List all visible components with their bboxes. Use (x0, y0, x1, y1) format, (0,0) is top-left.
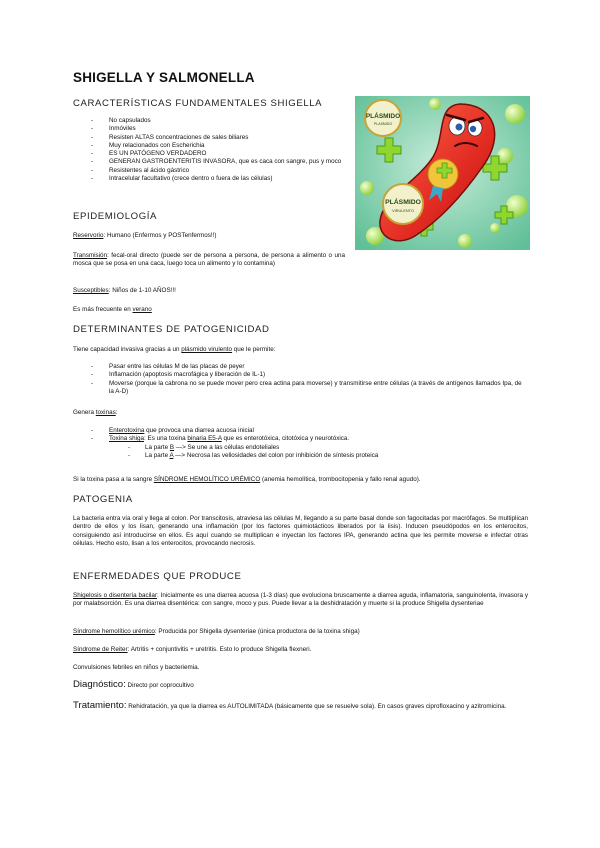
toxinas-post: : (115, 409, 118, 416)
list-item: - ES UN PATÓGENO VERDADERO (73, 150, 343, 158)
shiga-binaria: binaria E5-A (187, 435, 222, 443)
list-item: - Resistentes al ácido gástrico (73, 167, 343, 175)
list-item: - Inmóviles (73, 125, 343, 133)
diagnostico-text: Directo por coprocultivo (125, 682, 194, 689)
heading-enfermedades: ENFERMEDADES QUE PRODUCE (73, 571, 242, 582)
convulsiones-paragraph: Convulsiones febriles en niños y bacteriemia. (73, 664, 200, 671)
bubble (429, 98, 441, 110)
determinantes-list (73, 363, 528, 396)
list-item (73, 444, 528, 452)
sub-a-letter: A (169, 452, 174, 460)
hemolitico-text: : Producida por Shigella dysenteriae (única productora de la toxina shiga) (154, 628, 360, 635)
heading-determinantes: DETERMINANTES DE PATOGENICIDAD (73, 324, 270, 335)
list-item: - Pasar entre las células M de las placas de peyer (73, 363, 528, 371)
frecuente-word: verano (132, 306, 152, 313)
tratamiento-paragraph (73, 702, 528, 711)
enterotoxina-label: Enterotoxina (109, 427, 145, 434)
shiga-post: que es enterotóxica, citotóxica y neurotóxica. (221, 435, 350, 443)
list-item: - GENERAN GASTROENTERITIS INVASORA, que es caca con sangre, pus y moco (73, 158, 343, 166)
bubble (458, 234, 472, 248)
frecuente-paragraph (73, 306, 348, 314)
toxinas-list (73, 427, 528, 444)
list-item: - Moverse (porque la cabrona no se puede mover pero crea actina para moverse) y transmitirse entre células (a través de antígenos llamados Ipa, de la A-D) (73, 380, 528, 397)
toxinas-paragraph (73, 409, 117, 417)
plasmido-badge-bottom (383, 184, 423, 224)
list-item (73, 452, 528, 460)
reiter-text: : Artritis + conjuntivitis + uretritis. Esto lo produce Shigella flexneri. (127, 646, 312, 653)
toxinas-word: toxinas (95, 409, 116, 416)
bacteria-illustration (355, 96, 530, 250)
susceptibles-label: Susceptibles (73, 287, 109, 294)
sangre-paragraph (73, 476, 528, 484)
intro-link: plásmido virulento (181, 346, 233, 353)
list-item: - Intracelular facultativo (crece dentro o fuera de las células) (73, 175, 343, 183)
shigelosis-text: : Inicialmente es una diarrea acuosa (1-3 días) que evoluciona bruscamente a diarrea aguda, inflamatoria, sanguinolenta, invasora y por malabsorción. Es una diarrea disentérica: con sangre, moco y pus. Puede llevar a la deshidratación y muerte si la produce Shigella dysenteriae (73, 592, 529, 608)
tratamiento-label: Tratamiento: (73, 700, 127, 711)
list-item (73, 435, 528, 443)
frecuente-text: Es más frecuente en (73, 306, 133, 313)
list-item: - Muy relacionados con Escherichia (73, 142, 343, 150)
pupil (456, 124, 463, 131)
reservorio-paragraph (73, 232, 348, 240)
reservorio-label: Reservorio (73, 232, 104, 239)
badge-bottom-sub: VIRULENTO (392, 209, 414, 213)
diagnostico-paragraph (73, 681, 528, 690)
badge-top-label: PLÁSMIDO (365, 113, 401, 120)
transmision-text: : fecal-oral directo (puede ser de persona a persona, de persona a alimento o una mosca que se posa en una caca, luego toca un alimento y lo contamina) (73, 252, 345, 268)
susceptibles-paragraph (73, 287, 348, 295)
enterotoxina-text: que provoca una diarrea acuosa inicial (144, 427, 254, 434)
caracteristicas-list (73, 117, 343, 183)
determinantes-intro (73, 346, 528, 354)
bubble (505, 104, 525, 124)
patogenia-paragraph: La bacteria entra vía oral y llega al colon. Por transcitosis, atraviesa las células M, llegando a su parte basal donde son fagocitadas por macrófagos. Se multiplican dentro de ellos y los lisan, generando una inflamación (por los factores quimiotácticos liberados por la lisis). Inducen pseudópodos en los enterocitos, consiguiendo así introducirse en ellos. Es aquí cuando se multiplican e inyectan los factores IPA, generando actina que les permite moverse e infectar otras células. Hecho esto, lisan a los enterocitos, provocando necrosis. (73, 515, 528, 547)
shigelosis-label: Shigelosis o disentería bacilar (73, 592, 158, 599)
sub-b-pre: La parte (145, 444, 170, 451)
sangre-pre: Si la toxina pasa a la sangre (73, 476, 154, 483)
list-item (73, 427, 528, 435)
reiter-label: Síndrome de Reiter (73, 646, 128, 653)
shiga-mid: : Es una toxina (144, 435, 188, 443)
heading-epidemiologia: EPIDEMIOLOGÍA (73, 211, 158, 222)
bacteria-illustration-svg (355, 96, 530, 250)
page-title: SHIGELLA Y SALMONELLA (73, 70, 255, 85)
diagnostico-label: Diagnóstico: (73, 679, 126, 690)
reservorio-text: : Humano (Enfermos y POSTenfermos!!) (103, 232, 217, 239)
heading-patogenia: PATOGENIA (73, 494, 133, 505)
shiga-label: Toxina shiga (109, 435, 145, 443)
shiga-sublist (73, 444, 528, 461)
intro-pre: Tiene capacidad invasiva gracias a un (73, 346, 182, 353)
tratamiento-text: Rehidratación, ya que la diarrea es AUTOLIMITADA (básicamente que se resuelve sola). En casos graves ciprofloxacino y azitromicina. (126, 703, 507, 710)
heading-caracteristicas: CARACTERÍSTICAS FUNDAMENTALES SHIGELLA (73, 98, 323, 109)
hemolitico-paragraph (73, 628, 528, 636)
susceptibles-text: : Niños de 1-10 AÑOS!!! (108, 287, 176, 294)
reiter-paragraph (73, 646, 528, 654)
list-item: - Inflamación (apoptosis macrofágica y liberación de IL-1) (73, 371, 528, 379)
transmision-label: Transmisión (73, 252, 108, 259)
transmision-paragraph (73, 252, 345, 269)
list-item: - No capsulados (73, 117, 343, 125)
shigelosis-paragraph (73, 592, 528, 609)
sub-a-pre: La parte (145, 452, 170, 460)
hemolitico-label: Síndrome hemolítico urémico (73, 628, 155, 635)
plasmido-badge-top (365, 100, 401, 136)
bubble (360, 181, 374, 195)
list-item: - Resisten ALTAS concentraciones de sales biliares (73, 134, 343, 142)
pupil (470, 126, 476, 132)
intro-post: que le permite: (232, 346, 276, 353)
badge-top-sub: PLASMIDO (373, 122, 393, 126)
toxinas-pre: Genera (73, 409, 96, 416)
badge-bottom-label: PLÁSMIDO (385, 199, 421, 206)
sub-b-letter: B (169, 444, 175, 451)
sub-b-post: —> Se une a las células endoteliales (174, 444, 280, 451)
sangre-post: (anemia hemolítica, trombocitopenia y fallo renal agudo). (260, 476, 421, 483)
bubble (490, 223, 500, 233)
sangre-link: SÍNDROME HEMOLÍTICO URÉMICO (153, 476, 261, 483)
sub-a-post: —> Necrosa las vellosidades del colon por inhibición de síntesis proteica (173, 452, 379, 460)
